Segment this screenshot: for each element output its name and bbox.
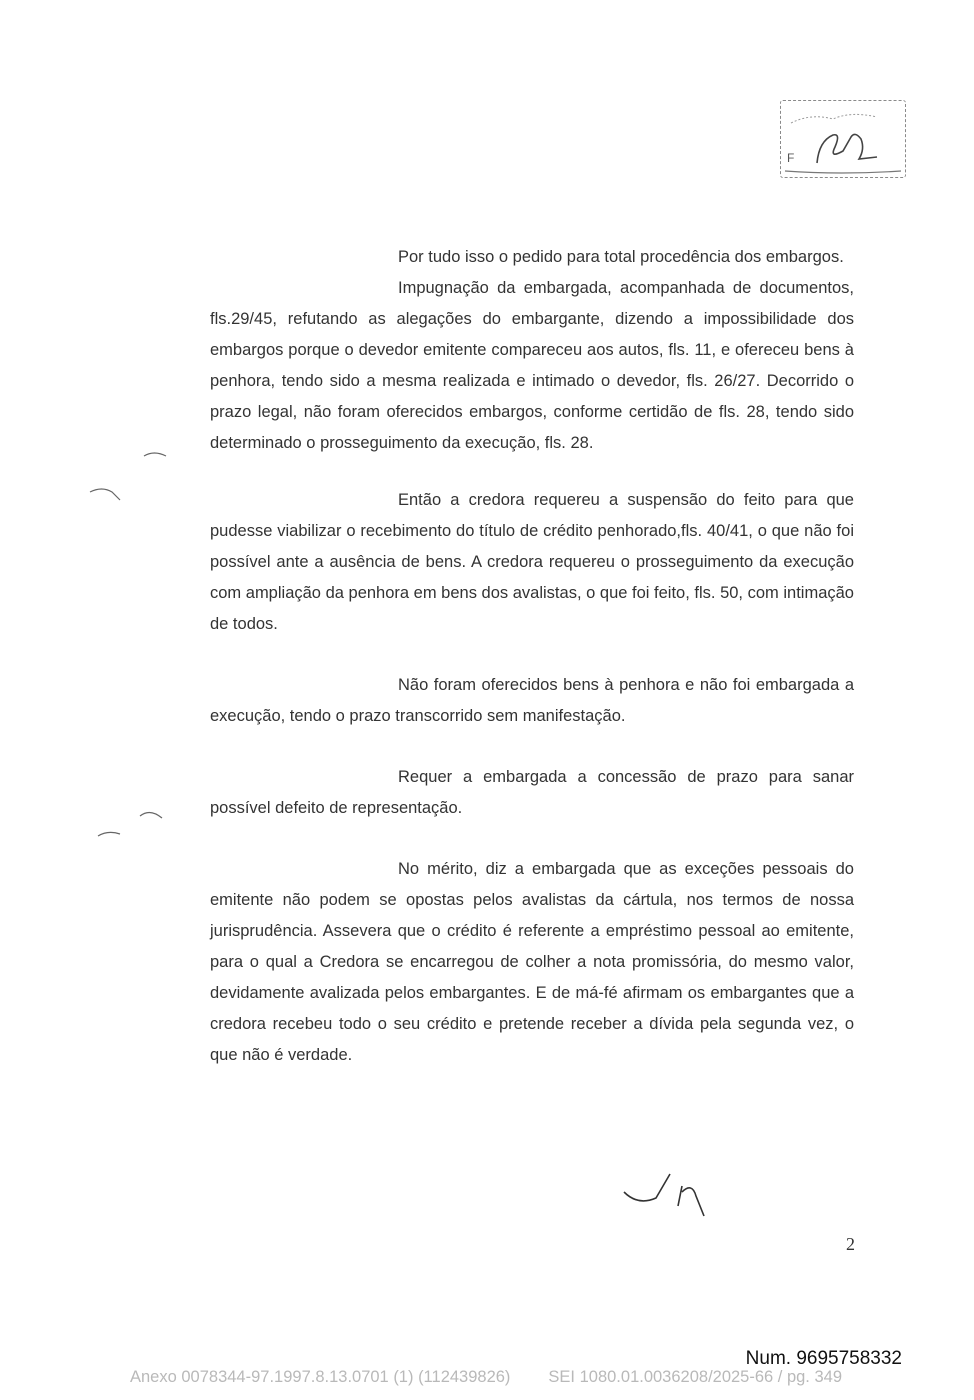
paragraph-6: No mérito, diz a embargada que as exceções pessoais do emitente não podem se opostas pelos avalistas da cártula, nos termos de nossa jurisprudência. Assevera que o crédito é referente a empréstimo pessoal ao emitente, para o qual a Credora se encarregou de colher a nota promissória, do mesmo valor, devidamente avalizada pelos embargantes. E de má-fé afirmam os embargantes que a credora recebeu todo o seu crédito e pretende receber a dívida pela segunda vez, o que não é verdade. (210, 860, 854, 1064)
margin-mark-icon (140, 448, 170, 460)
initials-signature-icon (620, 1166, 720, 1222)
margin-mark-icon (94, 828, 124, 840)
paragraph-2: Impugnação da embargada, acompanhada de documentos, fls.29/45, refutando as alegações do embargante, dizendo a impossibilidade dos embargos porque o devedor emitente compareceu aos autos, fls. 11, e ofereceu bens à penhora, tendo sido a mesma realizada e intimado o devedor, fls. 26/27. Decorrido o prazo legal, não foram oferecidos embargos, conforme certidão de fls. 28, tendo sido determinado o prosseguimento da execução, fls. 28. (210, 279, 854, 452)
footer-watermark (130, 1368, 842, 1387)
paragraph-3: Então a credora requereu a suspensão do feito para que pudesse viabilizar o recebimento do título de crédito penhorado,fls. 40/41, o que não foi possível ante a ausência de bens. A credora requereu o prosseguimento da execução com ampliação da penhora em bens dos avalistas, o que foi feito, fls. 50, com intimação de todos. (210, 491, 854, 633)
page-number: 2 (846, 1234, 855, 1254)
page-number-stamp (780, 100, 906, 178)
footer-sei: SEI 1080.01.0036208/2025-66 / pg. 349 (548, 1368, 843, 1386)
paragraph-5: Requer a embargada a concessão de prazo para sanar possível defeito de representação. (210, 768, 854, 817)
margin-mark-icon (136, 808, 166, 822)
footer-annex: Anexo 0078344-97.1997.8.13.0701 (1) (112439826) (130, 1368, 511, 1386)
paragraph-4: Não foram oferecidos bens à penhora e não foi embargada a execução, tendo o prazo transcorrido sem manifestação. (210, 676, 854, 725)
document-body (210, 242, 854, 1071)
handwritten-folio-icon (781, 101, 905, 177)
stamp-letter: F (787, 151, 795, 165)
paragraph-1: Por tudo isso o pedido para total procedência dos embargos. (398, 248, 844, 266)
document-number: Num. 9695758332 (745, 1348, 902, 1369)
margin-mark-icon (84, 484, 124, 504)
